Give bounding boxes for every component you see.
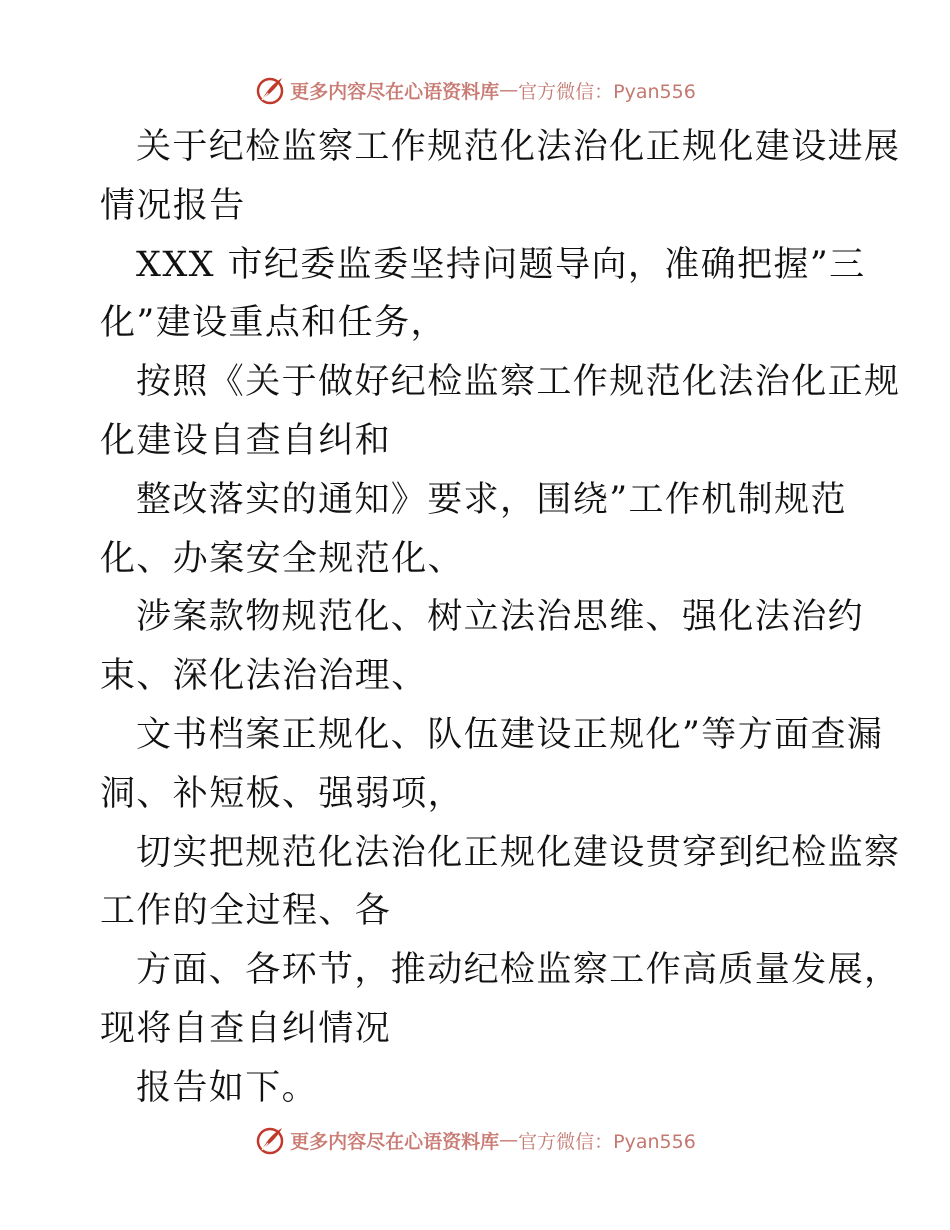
paragraph-line: XXX 市纪委监委坚持问题导向，准确把握”三 bbox=[136, 244, 866, 285]
paragraph-line: 洞、补短板、强弱项， bbox=[100, 773, 465, 814]
watermark-separator: — bbox=[499, 79, 519, 101]
paragraph-line: 化”建设重点和任务， bbox=[100, 303, 447, 344]
paragraph-line: 方面、各环节，推动纪检监察工作高质量发展， bbox=[136, 950, 901, 991]
watermark-main-text: 更多内容尽在心语资料库 bbox=[290, 80, 500, 103]
paragraph-line: 现将自查自纠情况 bbox=[100, 1008, 392, 1049]
title-line-1: 关于纪检监察工作规范化法治化正规化建设进展 bbox=[136, 127, 901, 167]
paragraph-line: 按照《关于做好纪检监察工作规范化法治化正规 bbox=[136, 362, 901, 403]
feather-pen-icon bbox=[254, 1124, 286, 1156]
footer-watermark bbox=[0, 1122, 950, 1158]
header-watermark bbox=[0, 72, 950, 108]
paragraph-line: 束、深化法治治理、 bbox=[100, 656, 428, 697]
paragraph-line: 切实把规范化法治化正规化建设贯穿到纪检监察 bbox=[136, 832, 901, 873]
watermark-sub-text: 官方微信：Pyan556 bbox=[518, 80, 696, 103]
document-body bbox=[100, 118, 901, 1118]
paragraph-line: 化建设自查自纠和 bbox=[100, 420, 392, 461]
paragraph-line: 涉案款物规范化、树立法治思维、强化法治约 bbox=[136, 597, 865, 638]
feather-pen-icon bbox=[254, 74, 286, 106]
paragraph-line: 化、办案安全规范化、 bbox=[100, 538, 465, 579]
watermark-separator: — bbox=[499, 1129, 519, 1151]
paragraph-line: 工作的全过程、各 bbox=[100, 891, 392, 932]
watermark-sub-text: 官方微信：Pyan556 bbox=[518, 1130, 696, 1153]
watermark-main-text: 更多内容尽在心语资料库 bbox=[290, 1130, 500, 1153]
title-line-2: 情况报告 bbox=[100, 185, 246, 226]
paragraph-line: 文书档案正规化、队伍建设正规化”等方面查漏 bbox=[136, 714, 884, 755]
paragraph-line: 整改落实的通知》要求，围绕”工作机制规范 bbox=[136, 479, 847, 520]
paragraph-line: 报告如下。 bbox=[136, 1067, 319, 1108]
